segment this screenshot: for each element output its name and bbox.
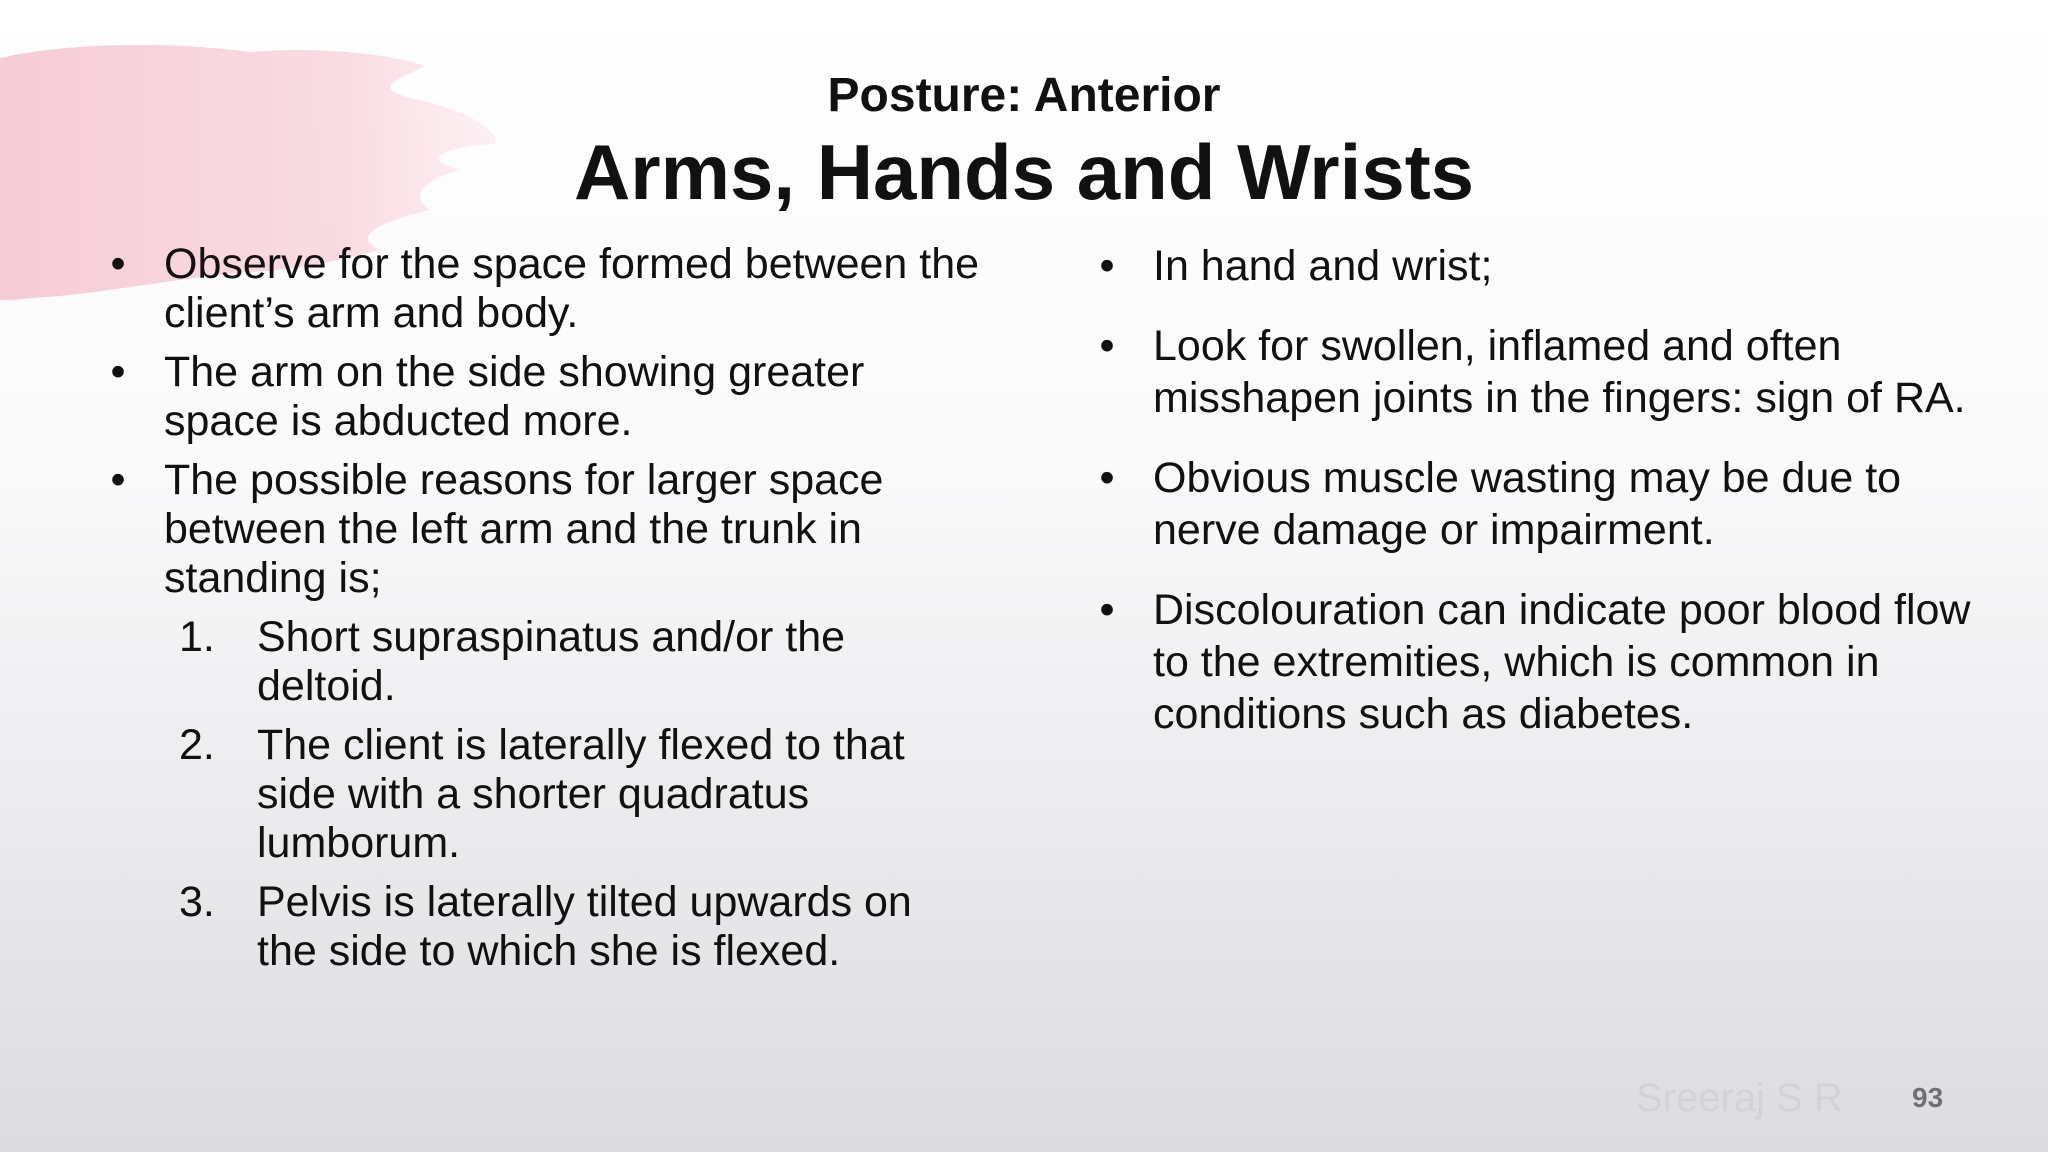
bullet-text: Look for swollen, inflamed and often misshapen joints in the fingers: sign of RA. [1153,322,1966,422]
page-number: 93 [1912,1082,1944,1113]
bullet-glyph: • [1099,322,1115,370]
bullet-item [1092,320,1972,424]
bullet-glyph: • [110,456,126,504]
bullet-glyph: • [1099,586,1115,634]
bullet-item [103,456,983,603]
item-number: 2. [179,721,215,769]
bullet-item [1092,584,1972,740]
bullet-item [103,240,983,338]
bullet-item [1092,240,1972,292]
right-column [1092,240,1972,768]
left-column [103,240,983,986]
numbered-item [103,878,983,976]
bullet-item [103,348,983,446]
bullet-text: The arm on the side showing greater space is abducted more. [164,348,865,445]
bullet-text: Obvious muscle wasting may be due to nerve damage or impairment. [1153,454,1902,554]
bullet-text: Discolouration can indicate poor blood flow to the extremities, which is common in conditions such as diabetes. [1153,586,1971,738]
slide-subtitle: Posture: Anterior [827,69,1221,122]
numbered-text: Pelvis is laterally tilted upwards on the side to which she is flexed. [257,878,912,975]
bullet-glyph: • [110,240,126,288]
footer-author: Sreeraj S R [1636,1076,1843,1120]
numbered-text: Short supraspinatus and/or the deltoid. [257,613,846,710]
numbered-item [103,613,983,711]
item-number: 1. [179,613,215,661]
bullet-text: Observe for the space formed between the client’s arm and body. [164,240,980,337]
bullet-text: The possible reasons for larger space between the left arm and the trunk in standing is; [164,456,884,602]
title-block [0,66,2048,218]
bullet-glyph: • [110,348,126,396]
numbered-text: The client is laterally flexed to that side with a shorter quadratus lumborum. [257,721,905,867]
item-number: 3. [179,878,215,926]
slide-title: Arms, Hands and Wrists [573,128,1475,216]
bullet-glyph: • [1099,454,1115,502]
bullet-text: In hand and wrist; [1153,242,1493,290]
bullet-item [1092,452,1972,556]
bullet-glyph: • [1099,242,1115,290]
numbered-item [103,721,983,868]
